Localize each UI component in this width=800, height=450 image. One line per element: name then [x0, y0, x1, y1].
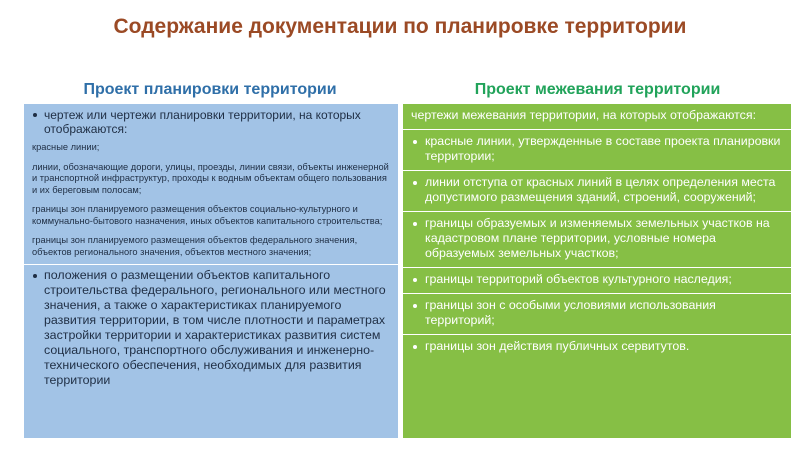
left-subitem-roads-lines: линии, обозначающие дороги, улицы, проезды, линии связи, объекты инженерной и транспортной инфраструктур, проходы к водным объектам общего пользования и их береговым полосам;: [32, 161, 389, 195]
left-column-heading: Проект планировки территории: [83, 81, 337, 98]
right-item-text: границы территорий объектов культурного наследия;: [425, 272, 732, 286]
right-list-item: [403, 170, 791, 205]
right-item-text: границы зон действия публичных сервитутов.: [425, 339, 690, 353]
left-subitem-federal-zones: границы зон планируемого размещения объектов федерального значения, объектов регионального значения, объектов местного значения;: [32, 235, 358, 257]
right-item-text: границы образуемых и изменяемых земельных участков на кадастровом плане территории, условные номера образуемых земельных участков;: [425, 216, 770, 260]
right-item-text: линии отступа от красных линий в целях определения места допустимого размещения зданий, строений, сооружений;: [425, 175, 776, 204]
right-item-text: границы зон с особыми условиями использования территорий;: [425, 298, 716, 327]
right-list-item: [403, 129, 791, 164]
right-item-text: красные линии, утвержденные в составе проекта планировки территории;: [425, 134, 781, 163]
left-subitem-red-lines: красные линии;: [32, 142, 100, 152]
right-lead-text: чертежи межевания территории, на которых отображаются:: [411, 108, 757, 122]
right-column-heading: Проект межевания территории: [474, 81, 721, 98]
left-lead-bullet: чертеж или чертежи планировки территории, на которых отображаются:: [32, 108, 390, 136]
right-list-item: [403, 334, 791, 354]
right-list-item: [403, 211, 791, 261]
left-bottom-bullet: положения о размещении объектов капитального строительства федерального, регионального или местного значения, а также о характеристиках планируемого развития территории, в том числе плотности и параметрах застройки территории и характеристиках развития систем социального, транспортного обслуживания и инженерно-технического обеспечения, необходимых для развития территории: [32, 268, 390, 388]
planning-project-panel: [24, 104, 398, 438]
right-list-item: [403, 267, 791, 287]
right-list-item: [403, 293, 791, 328]
left-subitem-social-zones: границы зон планируемого размещения объектов социально-культурного и коммунально-бытового назначения, иных объектов капитального строительства;: [32, 204, 383, 226]
page-title: Содержание документации по планировке территории: [113, 15, 687, 38]
left-divider: [24, 264, 398, 265]
surveying-project-panel: [403, 104, 791, 438]
